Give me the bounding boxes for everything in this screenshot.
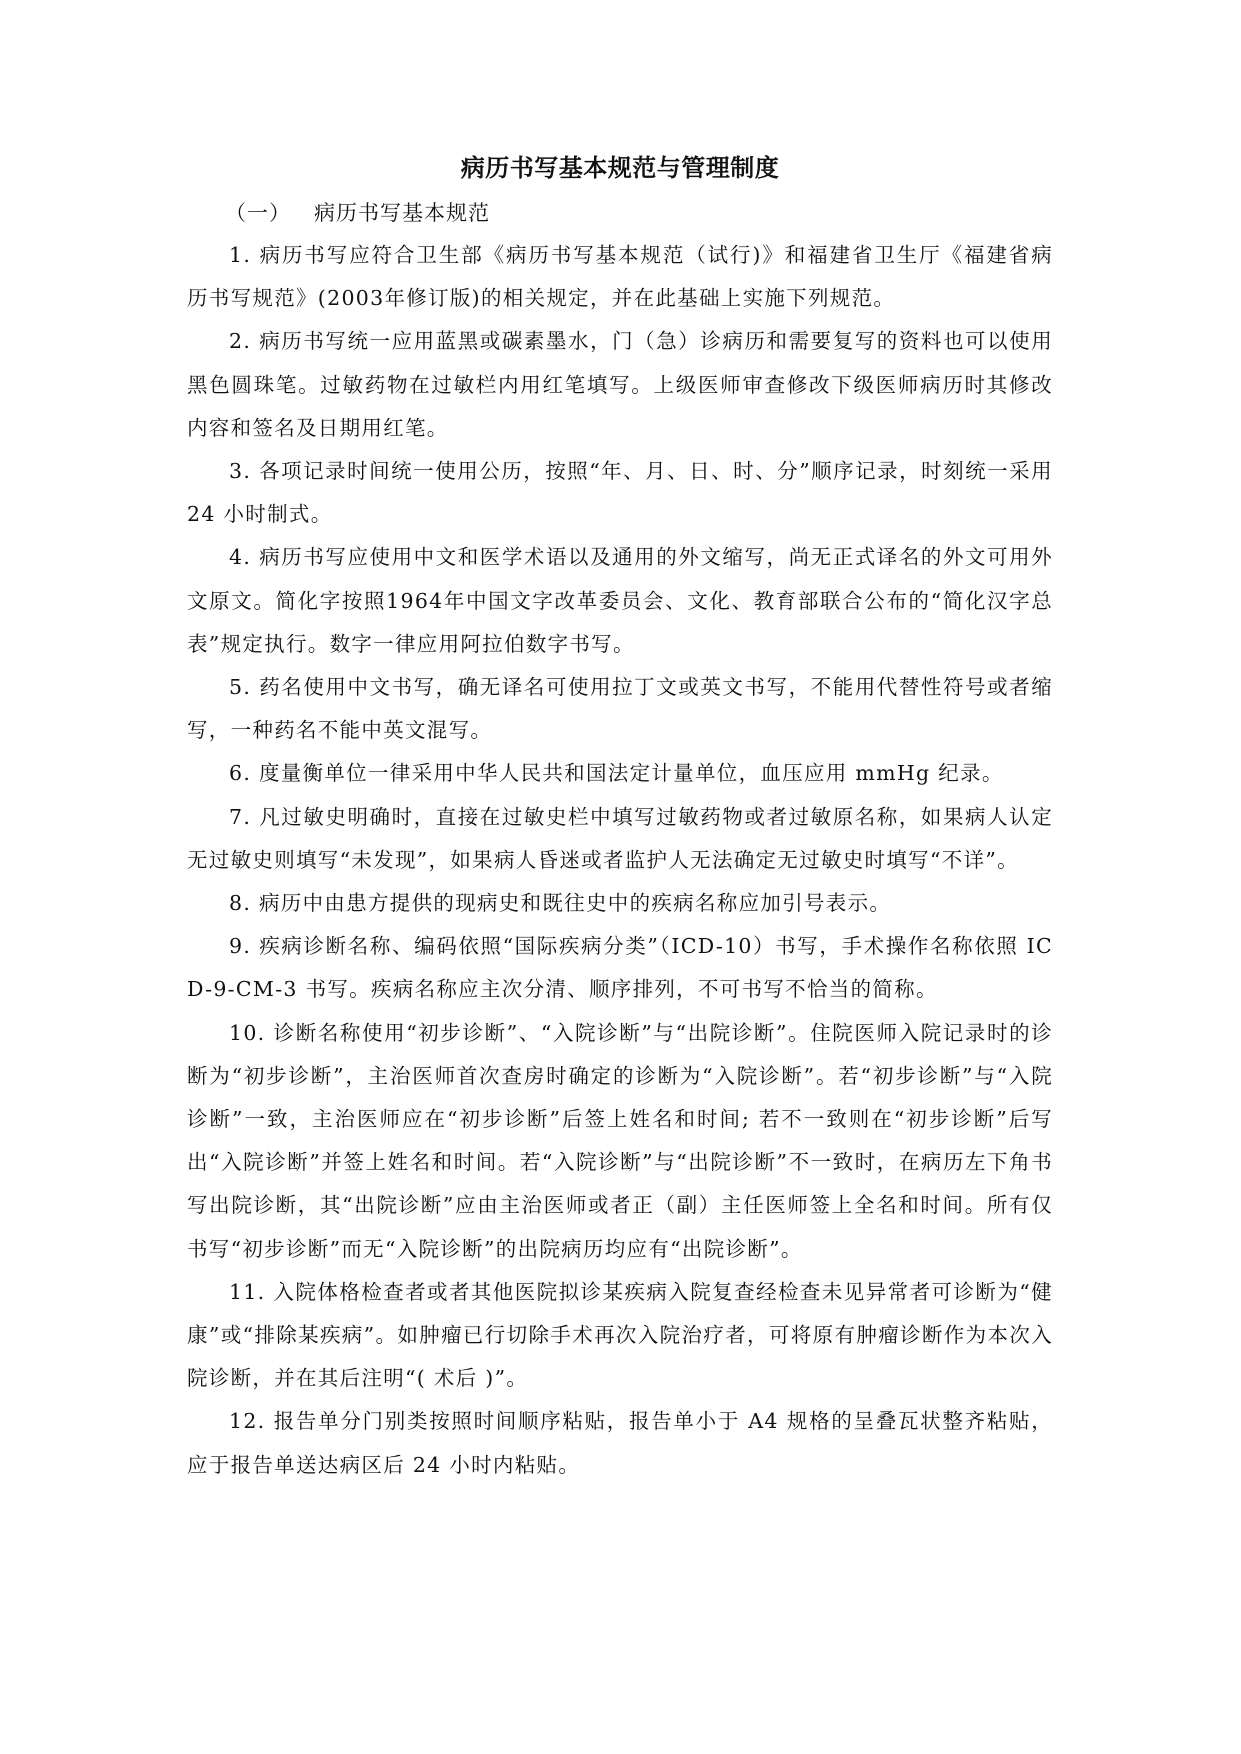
paragraph-10: 10. 诊断名称使用“初步诊断”、“入院诊断”与“出院诊断”。住院医师入院记录时的诊断为“初步诊断”，主治医师首次查房时确定的诊断为“入院诊断”。若“初步诊断”与“入院诊断”一致，主治医师应在“初步诊断”后签上姓名和时间; 若不一致则在“初步诊断”后写出“入院诊断”并签上姓名和时间。若“入院诊断”与“出院诊断”不一致时，在病历左下角书写出院诊断，其“出院诊断”应由主治医师或者正（副）主任医师签上全名和时间。所有仅书写“初步诊断”而无“入院诊断”的出院病历均应有“出院诊断”。: [187, 1020, 1053, 1261]
paragraph-8: 8. 病历中由患方提供的现病史和既往史中的疾病名称应加引号表示。: [229, 891, 892, 916]
paragraph-1: 1. 病历书写应符合卫生部《病历书写基本规范（试行)》和福建省卫生厅《福建省病历书写规范》(2003年修订版)的相关规定，并在此基础上实施下列规范。: [187, 243, 1053, 311]
paragraph-2: 2. 病历书写统一应用蓝黑或碳素墨水，门（急）诊病历和需要复写的资料也可以使用黑色圆珠笔。过敏药物在过敏栏内用红笔填写。上级医师审查修改下级医师病历时其修改内容和签名及日期用红笔。: [187, 329, 1053, 440]
paragraph-9: 9. 疾病诊断名称、编码依照“国际疾病分类”（ICD-10）书写，手术操作名称依照 ICD-9-CM-3 书写。疾病名称应主次分清、顺序排列，不可书写不恰当的简称。: [187, 934, 1053, 1002]
paragraph-11: 11. 入院体格检查者或者其他医院拟诊某疾病入院复查经检查未见异常者可诊断为“健康”或“排除某疾病”。如肿瘤已行切除手术再次入院治疗者，可将原有肿瘤诊断作为本次入院诊断，并在其后注明“( 术后 )”。: [187, 1279, 1053, 1391]
paragraph-6: 6. 度量衡单位一律采用中华人民共和国法定计量单位，血压应用 mmHg 纪录。: [229, 761, 1004, 786]
paragraph-5: 5. 药名使用中文书写，确无译名可使用拉丁文或英文书写，不能用代替性符号或者缩写，一种药名不能中英文混写。: [187, 675, 1053, 743]
document-title: 病历书写基本规范与管理制度: [460, 154, 780, 182]
section-heading: （一） 病历书写基本规范: [225, 201, 491, 225]
paragraph-3: 3. 各项记录时间统一使用公历，按照“年、月、日、时、分”顺序记录，时刻统一采用 24 小时制式。: [187, 459, 1053, 527]
paragraph-7: 7. 凡过敏史明确时，直接在过敏史栏中填写过敏药物或者过敏原名称，如果病人认定无过敏史则填写“未发现”，如果病人昏迷或者监护人无法确定无过敏史时填写“不详”。: [187, 804, 1053, 872]
paragraph-12: 12. 报告单分门别类按照时间顺序粘贴，报告单小于 A4 规格的呈叠瓦状整齐粘贴，应于报告单送达病区后 24 小时内粘贴。: [187, 1409, 1053, 1477]
paragraph-4: 4. 病历书写应使用中文和医学术语以及通用的外文缩写，尚无正式译名的外文可用外文原文。简化字按照1964年中国文字改革委员会、文化、教育部联合公布的“简化汉字总表”规定执行。数字一律应用阿拉伯数字书写。: [187, 545, 1053, 656]
document-page: [187, 146, 1053, 1487]
